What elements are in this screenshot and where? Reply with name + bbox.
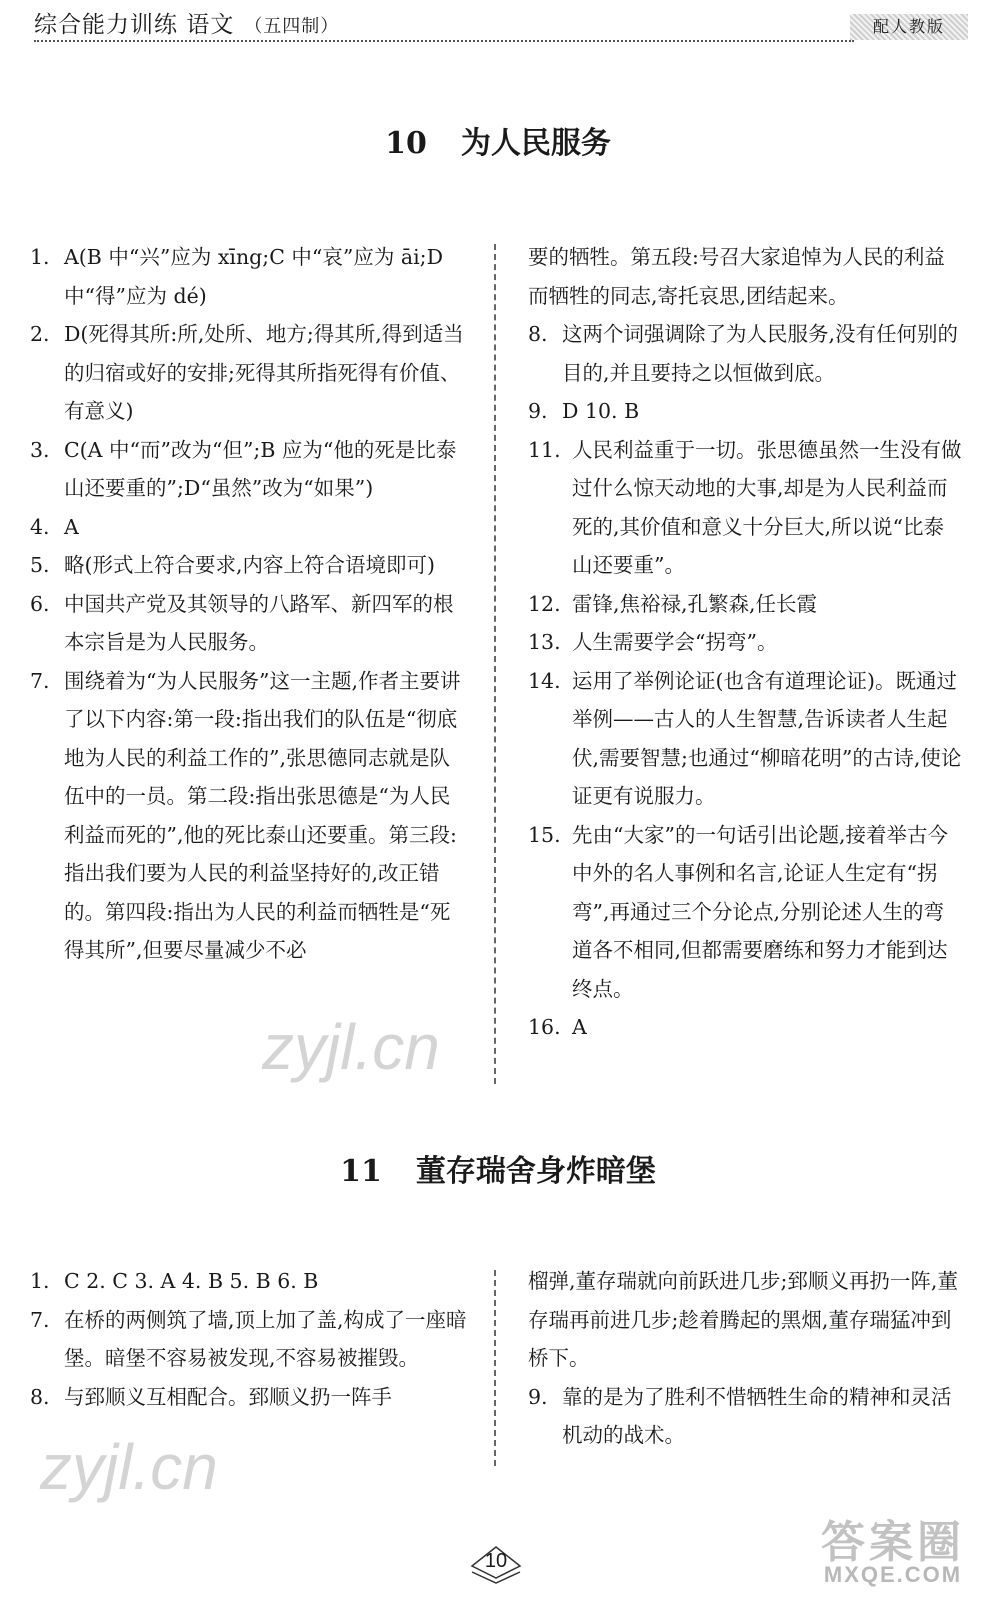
answer-number: 1. (30, 1269, 50, 1293)
answer-item (528, 623, 962, 662)
answer-number: 8. (528, 322, 548, 346)
logo-url: MXQE.COM (823, 1562, 963, 1587)
column-divider (494, 1270, 496, 1466)
answer-number: 16. (528, 1015, 561, 1039)
answers-left-column (30, 238, 470, 970)
answer-item (30, 662, 470, 970)
answer-text: A (64, 514, 79, 539)
answer-item (528, 315, 962, 392)
answer-text: A (572, 1015, 587, 1039)
answer-text: 人民利益重于一切。张思德虽然一生没有做过什么惊天动地的大事,却是为人民利益而死的,其价值和意义十分巨大,所以说“比泰山还要重”。 (572, 437, 962, 577)
answer-item (528, 392, 962, 431)
answer-text: D 10. B (562, 399, 640, 423)
answer-text: 略(形式上符合要求,内容上符合语境即可) (64, 553, 436, 577)
answer-text: 中国共产党及其领导的八路军、新四军的根本宗旨是为人民服务。 (64, 591, 454, 654)
answer-item (30, 315, 470, 431)
site-logo (818, 1506, 968, 1590)
answer-item (528, 662, 962, 816)
edition-label: （五四制） (244, 16, 340, 37)
answer-number: 14. (528, 668, 561, 693)
section-heading: 为人民服务 (460, 126, 611, 161)
answer-number: 1. (30, 245, 50, 269)
answer-item (528, 816, 962, 1009)
answer-text: 人生需要学会“拐弯”。 (572, 630, 778, 654)
watermark: zyjl.cn (40, 1431, 218, 1503)
section-title-11 (0, 1146, 996, 1190)
book-title (34, 6, 339, 39)
answer-number: 3. (30, 437, 50, 462)
answer-number: 6. (30, 591, 50, 616)
answer-text: 这两个词强调除了为人民服务,没有任何别的目的,并且要持之以恒做到底。 (562, 322, 959, 385)
answer-text: 先由“大家”的一句话引出论题,接着举古今中外的名人事例和名言,论证人生定有“拐弯”,再通过三个分论点,分别论述人生的弯道各不相同,但都需要磨练和努力才能到达终点。 (572, 822, 948, 1001)
answer-number: 5. (30, 553, 50, 577)
answer-item (30, 1301, 470, 1378)
answers-right-column (528, 1262, 962, 1455)
edition-badge: 配人教版 (850, 14, 968, 40)
answer-number: 9. (528, 1384, 548, 1409)
answer-number: 13. (528, 630, 561, 654)
answer-number: 12. (528, 591, 561, 616)
book-title-text: 综合能力训练 语文 (34, 12, 235, 38)
answer-text: 围绕着为“为人民服务”这一主题,作者主要讲了以下内容:第一段:指出我们的队伍是“彻底地为人民的利益工作的”,张思德同志就是队伍中的一员。第二段:指出张思德是“为人民利益而死的”,他的死比泰山还要重。第三段:指出我们要为人民的利益坚持好的,改正错的。第四段:指出为人民的利益而牺牲是“死得其所”,但要尽量减少不必 (64, 668, 461, 962)
answer-item (30, 431, 470, 508)
answer-item (30, 1262, 470, 1301)
answer-text: D(死得其所:所,处所、地方;得其所,得到适当的归宿或好的安排;死得其所指死得有价值、有意义) (64, 322, 464, 423)
answer-text: 与郅顺义互相配合。郅顺义扔一阵手 (64, 1384, 392, 1409)
answers-right-column (528, 238, 962, 1047)
logo-text: 答案圈 (821, 1517, 965, 1568)
page-number: 10 (484, 1550, 508, 1572)
answer-item (528, 585, 962, 624)
answer-text: 雷锋,焦裕禄,孔繁森,任长霞 (572, 591, 818, 616)
answer-item (528, 1262, 962, 1378)
running-header (34, 6, 974, 42)
watermark: zyjl.cn (262, 1011, 440, 1083)
section-number: 10 (385, 126, 427, 161)
answer-number: 9. (528, 399, 548, 423)
answer-number: 8. (30, 1384, 50, 1409)
answer-number: 7. (30, 1307, 50, 1332)
header-rule (34, 40, 854, 42)
answer-text: A(B 中“兴”应为 xīng;C 中“哀”应为 āi;D 中“得”应为 dé) (64, 245, 444, 308)
column-divider (494, 244, 496, 1084)
answer-number: 15. (528, 822, 561, 847)
answer-item (30, 238, 470, 315)
answer-number: 2. (30, 322, 50, 346)
answer-text: 在桥的两侧筑了墙,顶上加了盖,构成了一座暗堡。暗堡不容易被发现,不容易被摧毁。 (64, 1307, 467, 1370)
answer-text: 要的牺牲。第五段:号召大家追悼为人民的利益而牺牲的同志,寄托哀思,团结起来。 (528, 245, 945, 308)
answer-text: C 2. C 3. A 4. B 5. B 6. B (64, 1269, 319, 1293)
answer-item (30, 546, 470, 585)
answer-text: 榴弹,董存瑞就向前跃进几步;郅顺义再扔一阵,董存瑞再前进几步;趁着腾起的黑烟,董存瑞猛冲到桥下。 (528, 1269, 958, 1370)
answer-text: C(A 中“而”改为“但”;B 应为“他的死是比泰山还要重的”;D“虽然”改为“如果”) (64, 437, 457, 500)
page-number-badge (468, 1544, 524, 1586)
section-heading: 董存瑞舍身炸暗堡 (415, 1154, 656, 1189)
answer-item (528, 1378, 962, 1455)
answer-number: 11. (528, 437, 561, 462)
section-number: 11 (340, 1154, 382, 1189)
answer-number: 7. (30, 668, 50, 693)
answer-number: 4. (30, 514, 50, 539)
answer-item (528, 238, 962, 315)
section-title-10 (0, 118, 996, 162)
answer-item (30, 1378, 470, 1417)
answer-item (30, 585, 470, 662)
answer-item (528, 431, 962, 585)
answers-left-column (30, 1262, 470, 1416)
answer-text: 靠的是为了胜利不惜牺牲生命的精神和灵活机动的战术。 (562, 1384, 952, 1447)
answer-item (528, 1008, 962, 1047)
answer-item (30, 508, 470, 547)
answer-text: 运用了举例论证(也含有道理论证)。既通过举例——古人的人生智慧,告诉读者人生起伏,需要智慧;也通过“柳暗花明”的古诗,使论证更有说服力。 (572, 668, 962, 808)
